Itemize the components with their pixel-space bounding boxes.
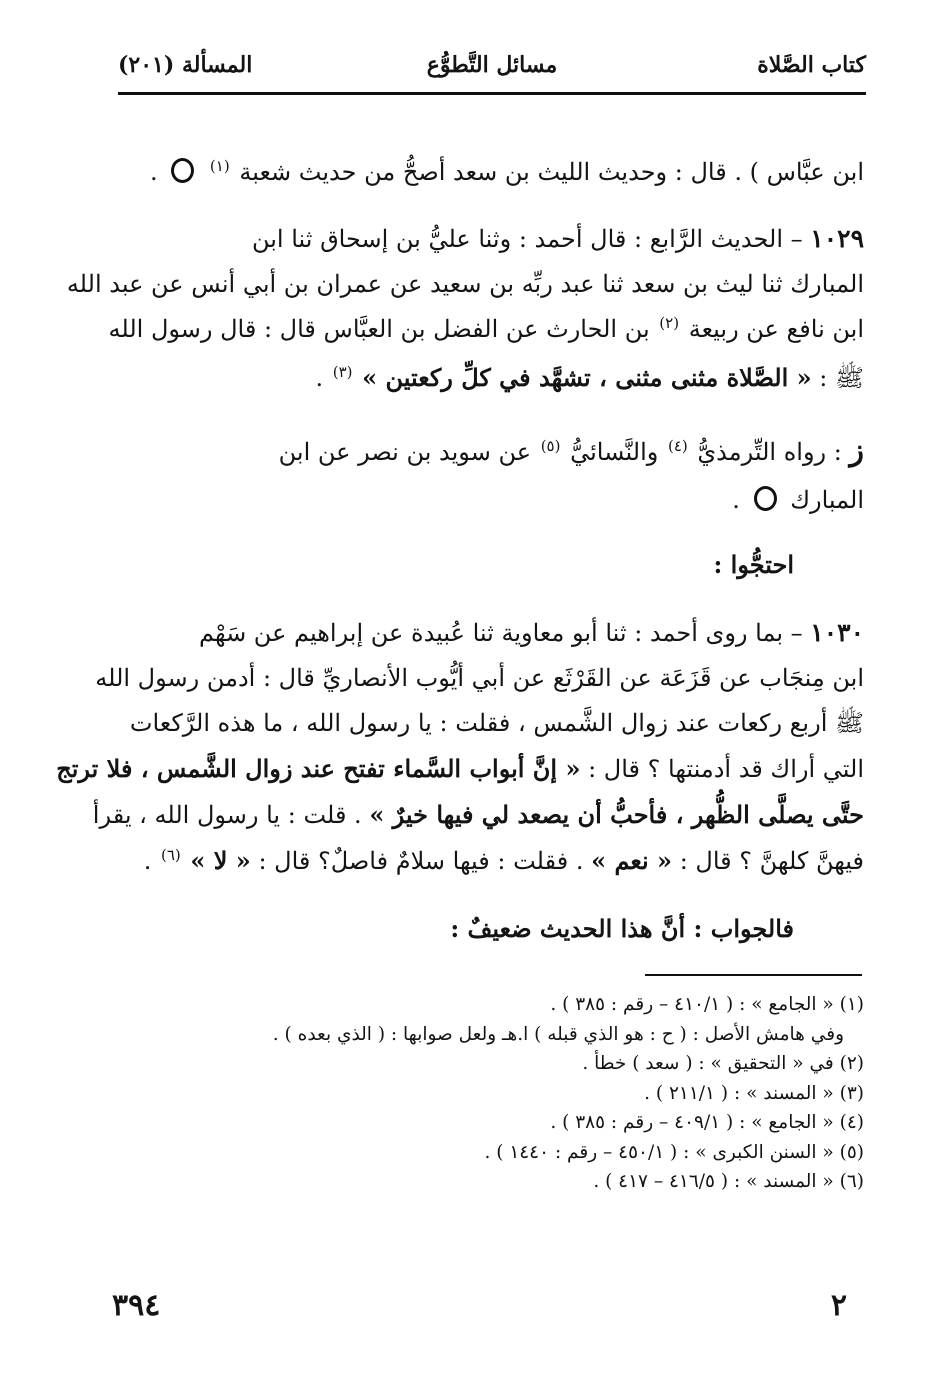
hadith-number: ١٠٣٠ xyxy=(810,618,864,647)
page-number: ٣٩٤ xyxy=(112,1288,161,1323)
text-line xyxy=(118,355,864,404)
footnote-4: (٤) « الجامع » : ( ٤٠٩/١ – رقم : ٣٨٥ ) . xyxy=(550,1112,864,1133)
circle-end-icon xyxy=(754,486,777,511)
section-heading: احتجُّوا : xyxy=(713,550,794,579)
volume-number: ٢ xyxy=(830,1288,847,1323)
prophetic-quote: « نعم » xyxy=(591,846,673,875)
footnote-ref[interactable]: (٦) xyxy=(160,846,181,864)
footnote-ref[interactable]: (١) xyxy=(209,157,230,175)
text-line: ابن مِنجَاب عن قَزَعَة عن القَرْثَع عن أبي أيُّوب الأنصاريِّ قال : أدمن رسول الله xyxy=(95,664,864,692)
header-issue-number: المسألة (٢٠١) xyxy=(118,52,253,78)
text-line xyxy=(118,216,864,262)
text-span: ابن عبَّاس ) . قال : وحديث الليث بن سعد أصحُّ من حديث شعبة xyxy=(239,158,864,186)
text-span: التي أراك قد أدمنتها ؟ قال : xyxy=(588,755,864,783)
text-span: بن الحارث عن الفضل بن العبَّاس قال : قال رسول الله xyxy=(108,315,650,343)
footnote-ref[interactable]: (٤) xyxy=(667,437,688,455)
footnote-3: (٣) « المسند » : ( ٢١١/١ ) . xyxy=(644,1082,864,1104)
text-line xyxy=(118,838,864,887)
footnote-1: (١) « الجامع » : ( ٤١٠/١ – رقم : ٣٨٥ ) . xyxy=(550,994,864,1015)
text-span: ابن نافع عن ربيعة xyxy=(688,315,864,343)
text-span: – الحديث الرَّابع : قال أحمد : وثنا عليُّ بن إسحاق ثنا ابن xyxy=(251,225,803,253)
paragraph-intro xyxy=(118,150,864,198)
footnote-5: (٥) « السنن الكبرى » : ( ٤٥٠/١ – رقم : ١٤٤٠ ) . xyxy=(484,1141,864,1163)
text-line xyxy=(118,610,864,656)
zawaid-mark: ز xyxy=(849,433,864,468)
prophetic-quote: « لا » xyxy=(190,846,251,875)
answer-paragraph xyxy=(118,906,864,951)
footnote-6: (٦) « المسند » : ( ٤١٦/٥ – ٤١٧ ) . xyxy=(593,1171,864,1192)
footnote-1-note: وفي هامش الأصل : ( ح : هو الذي قبله ) ا.هـ ولعل صوابها : ( الذي بعده ) . xyxy=(272,1023,844,1045)
prophetic-quote: « إنَّ أبواب السَّماء تفتح عند زوال الشَّمس ، فلا ترتج xyxy=(56,754,581,783)
prophetic-quote: حتَّى يصلَّى الظُّهر ، فأحبُّ أن يصعد لي فيها خيرٌ » xyxy=(369,800,864,829)
answer-text: فالجواب : أنَّ هذا الحديث ضعيفٌ : xyxy=(450,914,794,943)
text-span: . xyxy=(315,364,324,392)
footnote-2: (٢) في « التحقيق » : ( سعد ) خطأ . xyxy=(582,1053,864,1074)
text-line: المبارك ثنا ليث بن سعد ثنا عبد ربِّه بن سعيد عن عمران بن أبي أنس عن عبد الله xyxy=(66,270,864,298)
text-span: : رواه التِّرمذيُّ xyxy=(697,438,842,466)
footnote-ref[interactable]: (٥) xyxy=(540,437,561,455)
prophetic-quote: « الصَّلاة مثنى مثنى ، تشهَّد في كلِّ ركعتين » xyxy=(362,363,812,392)
text-line xyxy=(118,150,864,198)
text-span: . xyxy=(150,158,158,186)
text-span: المبارك xyxy=(790,486,864,514)
text-span: – بما روى أحمد : ثنا أبو معاوية ثنا عُبيدة عن إبراهيم عن سَهْم xyxy=(199,619,803,647)
header-book-title: كتاب الصَّلاة xyxy=(757,52,866,78)
text-line xyxy=(118,428,864,478)
circle-end-icon xyxy=(171,158,194,183)
text-span: . xyxy=(732,486,740,514)
text-line xyxy=(56,746,864,792)
section-ihtajju xyxy=(118,542,864,587)
text-line xyxy=(92,792,864,838)
text-line xyxy=(108,307,864,355)
zawaid-note xyxy=(118,428,864,523)
footnote-rule xyxy=(645,974,862,976)
text-span: . فقلت : فيها سلامٌ فاصلٌ؟ قال : xyxy=(258,847,584,875)
text-span: والنَّسائيُّ xyxy=(570,438,659,466)
hadith-1030 xyxy=(56,610,864,887)
footnote-ref[interactable]: (٣) xyxy=(332,363,353,381)
text-span: ﷺ : xyxy=(819,364,864,392)
hadith-1029 xyxy=(66,216,864,404)
text-line xyxy=(118,478,864,523)
text-span: فيهنَّ كلهنَّ ؟ قال : xyxy=(679,847,864,875)
footnote-ref[interactable]: (٢) xyxy=(659,314,680,332)
text-span: . قلت : يا رسول الله ، يقرأ xyxy=(92,801,362,829)
footnotes xyxy=(118,990,864,1197)
text-span: . xyxy=(143,847,152,875)
hadith-number: ١٠٢٩ xyxy=(810,224,864,253)
text-span: عن سويد بن نصر عن ابن xyxy=(278,438,532,466)
running-header xyxy=(118,48,866,88)
text-line: ﷺ أربع ركعات عند زوال الشَّمس ، فقلت : يا رسول الله ، ما هذه الرَّكعات xyxy=(129,709,864,737)
header-chapter-title: مسائل التَّطوُّع xyxy=(426,52,558,78)
header-rule xyxy=(118,92,866,95)
